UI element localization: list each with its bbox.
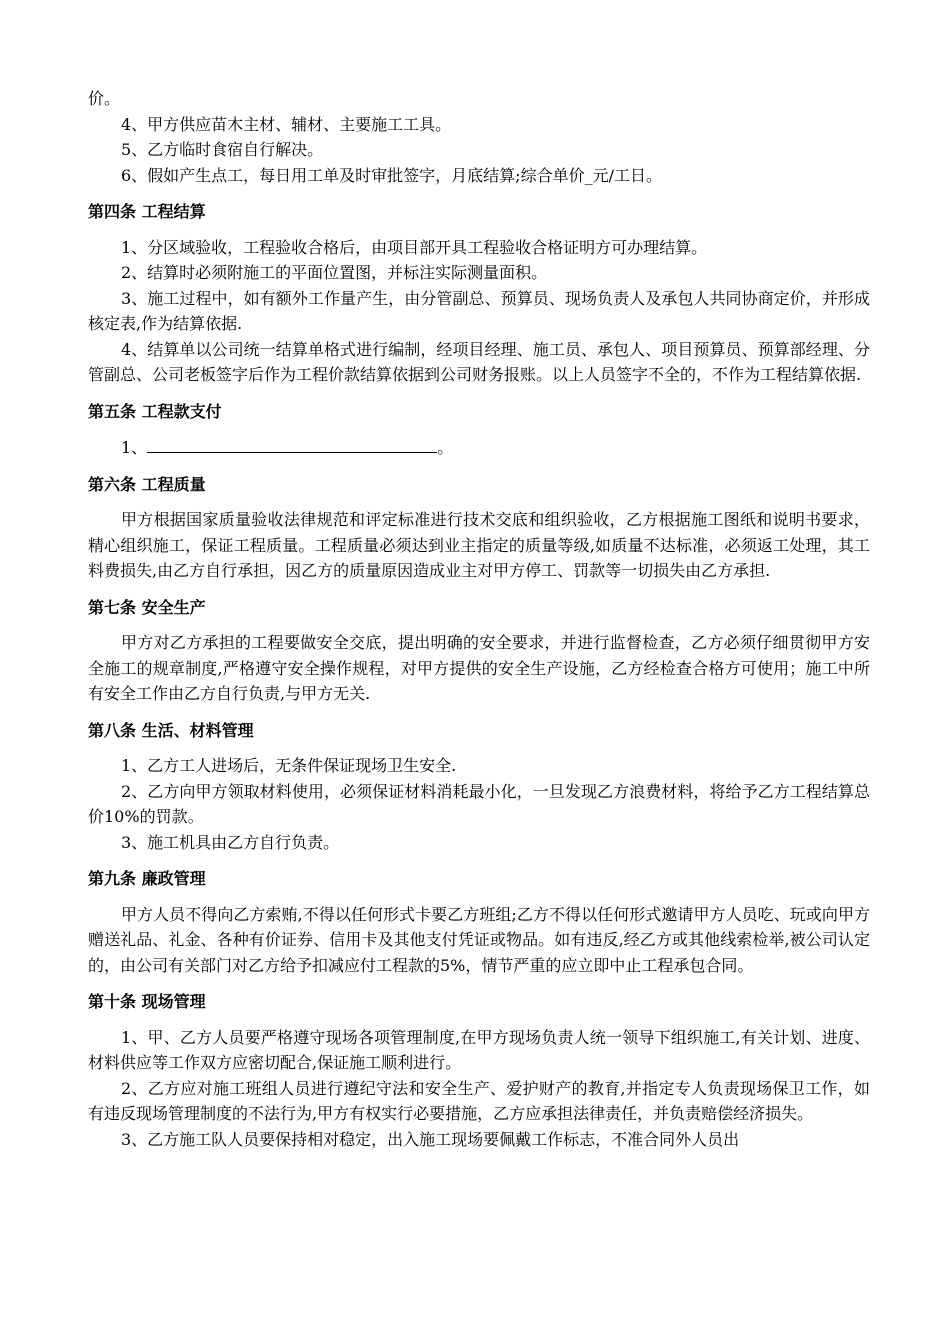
clause-5-1-prefix: 1、 bbox=[121, 438, 148, 457]
article-7-body: 甲方对乙方承担的工程要做安全交底，提出明确的安全要求，并进行监督检查，乙方必须仔细贯彻甲方安全施工的规章制度,严格遵守安全操作规程，对甲方提供的安全生产设施，乙方经检查合格方可使用；施工中所有安全工作由乙方自行负责,与甲方无关. bbox=[88, 633, 870, 703]
fill-in-blank bbox=[147, 434, 437, 453]
clause-8-2: 2、乙方向甲方领取材料使用，必须保证材料消耗最小化，一旦发现乙方浪费材料，将给予乙方工程结算总价10%的罚款。 bbox=[88, 781, 870, 826]
clause-3-4: 4、甲方供应苗木主材、辅材、主要施工工具。 bbox=[121, 114, 452, 134]
clause-10-3: 3、乙方施工队人员要保持相对稳定，出入施工现场要佩戴工作标志，不准合同外人员出 bbox=[121, 1129, 740, 1149]
clause-4-1: 1、分区域验收，工程验收合格后，由项目部开具工程验收合格证明方可办理结算。 bbox=[121, 237, 708, 257]
article-8-title: 第八条 生活、材料管理 bbox=[88, 720, 254, 740]
article-6-body: 甲方根据国家质量验收法律规范和评定标准进行技术交底和组织验收，乙方根据施工图纸和说明书要求，精心组织施工，保证工程质量。工程质量必须达到业主指定的质量等级,如质量不达标准，必须返工处理，其工料费损失,由乙方自行承担，因乙方的质量原因造成业主对甲方停工、罚款等一切损失由乙方承担. bbox=[88, 510, 870, 580]
clause-10-1: 1、甲、乙方人员要严格遵守现场各项管理制度,在甲方现场负责人统一领导下组织施工,有关计划、进度、材料供应等工作双方应密切配合,保证施工顺利进行。 bbox=[88, 1027, 870, 1072]
clause-3-5: 5、乙方临时食宿自行解决。 bbox=[121, 140, 324, 159]
document-body bbox=[88, 86, 870, 1152]
continued-text: 价。 bbox=[88, 89, 121, 108]
article-9-body: 甲方人员不得向乙方索贿,不得以任何形式卡要乙方班组;乙方不得以任何形式邀请甲方人员吃、玩或向甲方赠送礼品、礼金、各种有价证券、信用卡及其他支付凭证或物品。如有违反,经乙方或其他线索检举,被公司认定的，由公司有关部门对乙方给予扣减应付工程款的5%，情节严重的应立即中止工程承包合同。 bbox=[88, 904, 870, 975]
clause-8-3: 3、施工机具由乙方自行负责。 bbox=[121, 832, 340, 852]
article-6-title: 第六条 工程质量 bbox=[88, 474, 206, 494]
clause-4-4: 4、结算单以公司统一结算单格式进行编制，经项目经理、施工员、承包人、项目预算员、预算部经理、分管副总、公司老板签字后作为工程价款结算依据到公司财务报账。以上人员签字不全的，不作为工程结算依据. bbox=[88, 339, 870, 384]
clause-3-6: 6、假如产生点工，每日用工单及时审批签字，月底结算;综合单价_元/工日。 bbox=[121, 165, 662, 185]
clause-5-1-suffix: 。 bbox=[437, 438, 454, 457]
article-4-title: 第四条 工程结算 bbox=[88, 202, 206, 221]
clause-4-3: 3、施工过程中，如有额外工作量产生，由分管副总、预算员、现场负责人及承包人共同协商定价，并形成核定表,作为结算依据. bbox=[88, 288, 870, 333]
clause-10-2: 2、乙方应对施工班组人员进行遵纪守法和安全生产、爱护财产的教育,并指定专人负责现场保卫工作，如有违反现场管理制度的不法行为,甲方有权实行必要措施，乙方应承担法律责任，并负责赔偿经济损失。 bbox=[88, 1078, 870, 1123]
clause-5-1 bbox=[88, 434, 870, 461]
article-9-title: 第九条 廉政管理 bbox=[88, 869, 206, 888]
article-5-title: 第五条 工程款支付 bbox=[88, 401, 222, 421]
clause-8-1: 1、乙方工人进场后，无条件保证现场卫生安全. bbox=[121, 756, 457, 775]
clause-4-2: 2、结算时必须附施工的平面位置图，并标注实际测量面积。 bbox=[121, 263, 548, 282]
article-7-title: 第七条 安全生产 bbox=[88, 597, 206, 617]
article-10-title: 第十条 现场管理 bbox=[88, 992, 206, 1011]
